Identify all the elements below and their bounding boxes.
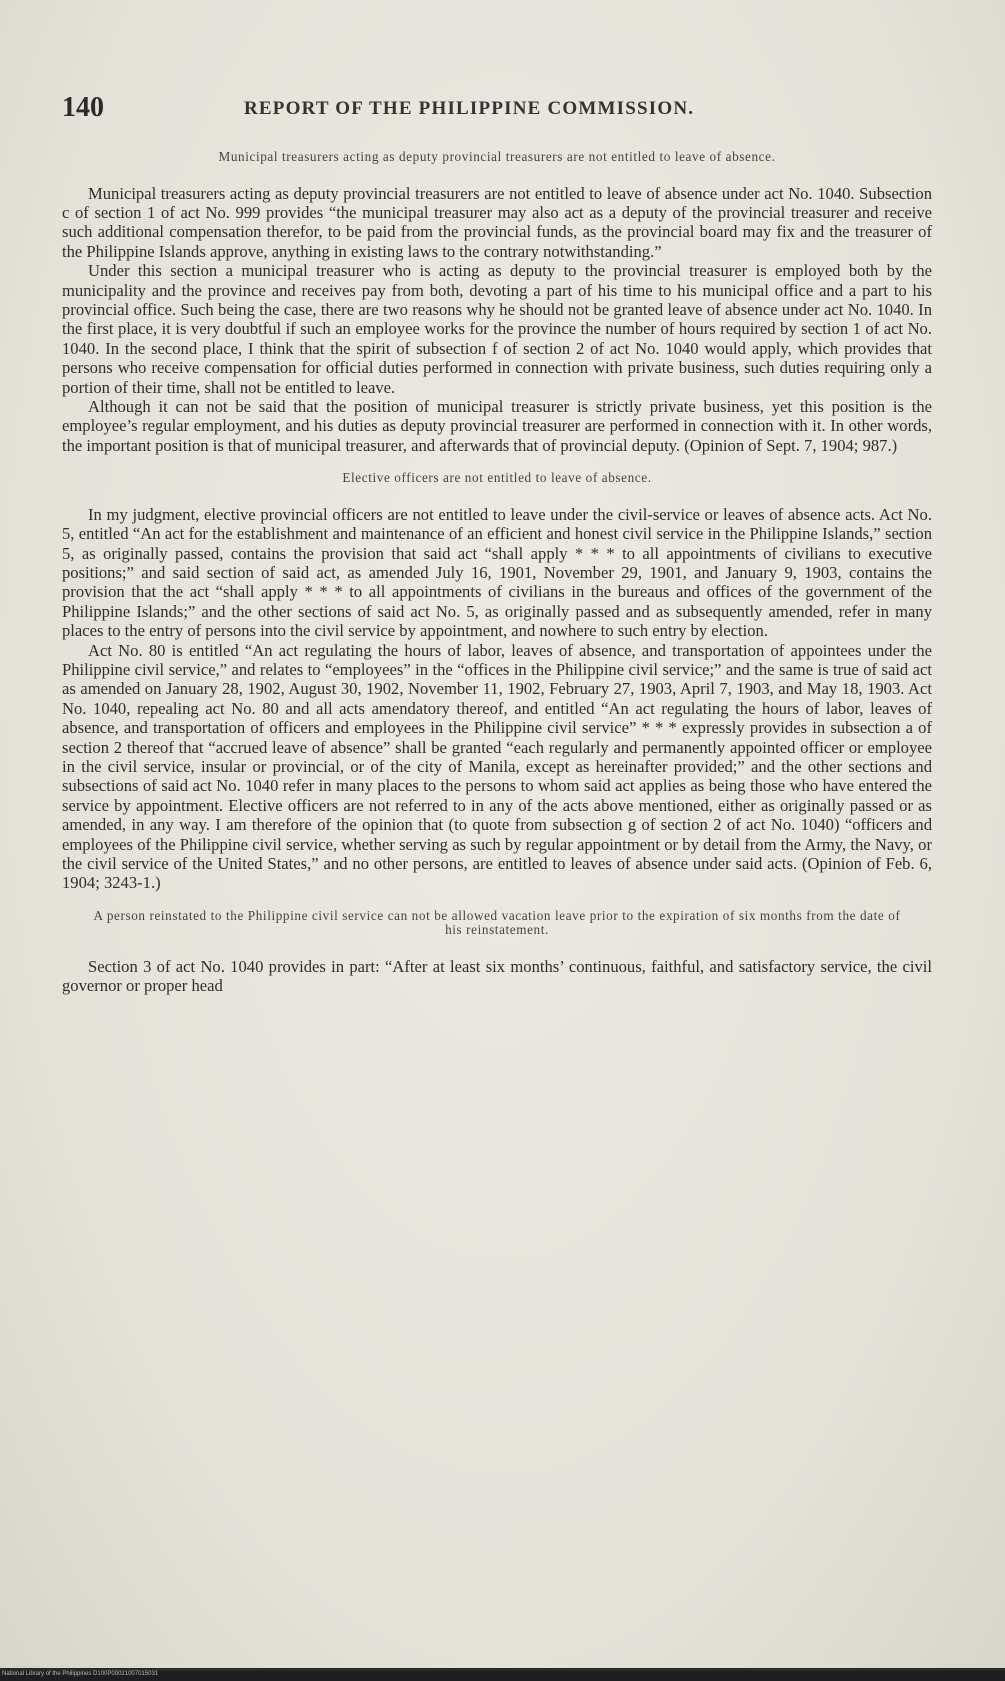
page-number: 140	[62, 92, 104, 123]
paragraph: In my judgment, elective provincial officers are not entitled to leave under the civil-service or leaves of absence acts. Act No. 5, entitled “An act for the establishment and maintenance of an efficient and honest civil service in the Philippine Islands,” section 5, as originally passed, contains the provision that said act “shall apply * * * to all appointments of civilians to executive positions;” and said section of said act, as amended July 16, 1901, November 29, 1901, and January 9, 1903, contains the provision that the act “shall apply * * * to all appointments of civilians in the bureaus and offices of the government of the Philippine Islands;” and the other sections of said act No. 5, as originally passed and as subsequently amended, refer in many places to the entry of persons into the civil service by appointment, and nowhere to such entry by election.	[62, 504, 932, 641]
section-caption: A person reinstated to the Philippine civil service can not be allowed vacation leave prior to the expiration of six months from the date of his reinstatement.	[93, 907, 901, 938]
section-caption: Elective officers are not entitled to leave of absence.	[342, 470, 652, 486]
paragraph: Although it can not be said that the position of municipal treasurer is strictly private business, yet this position is the employee’s regular employment, and his duties as deputy provincial treasurer are performed in connection with it. In other words, the important position is that of municipal treasurer, and afterwards that of provincial deputy. (Opinion of Sept. 7, 1904; 987.)	[62, 396, 932, 455]
scan-footer-bar	[0, 1671, 1005, 1681]
scan-credit: National Library of the Philippines D100P00021007015031	[2, 1671, 159, 1677]
document-body	[62, 150, 932, 996]
section-reinstated-person	[62, 909, 932, 996]
running-head: REPORT OF THE PHILIPPINE COMMISSION.	[244, 98, 695, 119]
page-header	[62, 92, 942, 132]
paragraph: Under this section a municipal treasurer who is acting as deputy to the provincial treasurer is employed both by the municipality and the province and receives pay from both, devoting a part of his time to his municipal office and a part to his provincial office. Such being the case, there are two reasons why he should not be granted leave of absence under act No. 1040. In the first place, it is very doubtful if such an employee works for the province the number of hours required by section 1 of act No. 1040. In the second place, I think that the spirit of subsection f of section 2 of act No. 1040 would apply, which provides that persons who receive compensation for official duties performed in connection with private business, such duties requiring only a portion of their time, shall not be entitled to leave.	[62, 261, 932, 397]
paragraph: Act No. 80 is entitled “An act regulating the hours of labor, leaves of absence, and transportation of appointees under the Philippine civil service,” and relates to “employees” in the “offices in the Philippine civil service;” and the same is true of said act as amended on January 28, 1902, August 30, 1902, November 11, 1902, February 27, 1903, April 7, 1903, and May 18, 1903. Act No. 1040, repealing act No. 80 and all acts amendatory thereof, and entitled “An act regulating the hours of labor, leaves of absence, and transportation of officers and employees in the Philippine civil service” * * * expressly provides in subsection a of section 2 thereof that “accrued leave of absence” shall be granted “each regularly and permanently appointed officer or employee in the civil service, insular or provincial, or of the city of Manila, except as hereinafter provided;” and the other sections and subsections of said act No. 1040 refer in many places to the persons to whom said act applies as being those who have entered the service by appointment. Elective officers are not referred to in any of the acts above mentioned, either as originally passed or as amended, in any way. I am therefore of the opinion that (to quote from subsection g of section 2 of act No. 1040) “officers and employees of the Philippine civil service, whether serving as such by regular appointment or by detail from the Army, the Navy, or the civil service of the United States,” and no other persons, are entitled to leaves of absence under said acts. (Opinion of Feb. 6, 1904; 3243-1.)	[62, 640, 932, 893]
paragraph: Municipal treasurers acting as deputy provincial treasurers are not entitled to leave of absence under act No. 1040. Subsection c of section 1 of act No. 999 provides “the municipal treasurer may also act as a deputy of the provincial treasurer and receive such additional compensation therefor, to be paid from the provincial funds, as the provincial board may fix and the treasurer of the Philippine Islands approve, anything in existing laws to the contrary notwithstanding.”	[62, 183, 932, 261]
paragraph: Section 3 of act No. 1040 provides in part: “After at least six months’ continuous, faithful, and satisfactory service, the civil governor or proper head	[62, 956, 932, 996]
section-elective-officers	[62, 471, 932, 893]
section-caption: Municipal treasurers acting as deputy provincial treasurers are not entitled to leave of absence.	[218, 149, 776, 164]
section-municipal-treasurers	[62, 150, 932, 455]
